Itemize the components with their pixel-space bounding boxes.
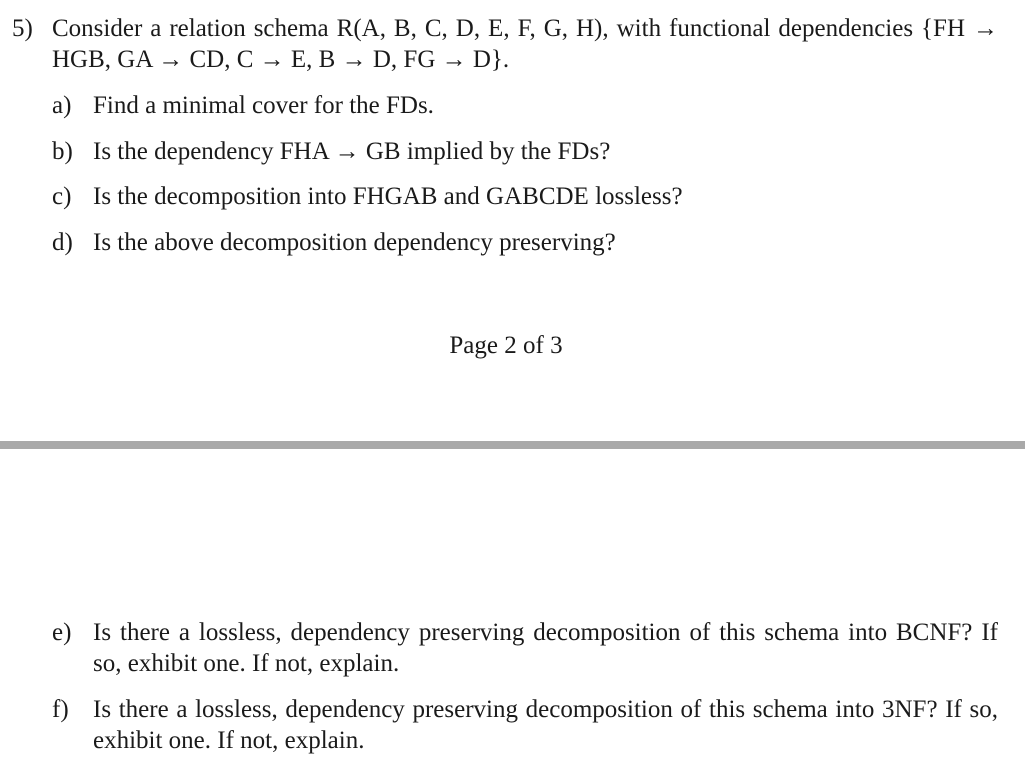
part-text: Is there a lossless, dependency preserving decomposition of this schema into BCNF? If so, exhibit one. If not, explain. [93, 619, 998, 677]
part-text: Is the decomposition into FHGAB and GABCDE lossless? [93, 183, 683, 210]
question-part-b [52, 136, 998, 167]
question-part-e [52, 617, 998, 679]
question-part-a [52, 90, 998, 121]
question-stem: Consider a relation schema R(A, B, C, D, E, F, G, H), with functional dependencies {FH → HGB, GA → CD, C → E, B → D, FG → D}. [52, 15, 998, 73]
part-label: d) [52, 229, 73, 256]
part-label: f) [52, 696, 69, 723]
part-label: b) [52, 138, 73, 165]
document-page-3 [0, 449, 1025, 768]
question-part-d [52, 227, 998, 258]
question-part-f [52, 694, 998, 756]
page-footer: Page 2 of 3 [449, 332, 563, 359]
part-text: Is there a lossless, dependency preserving decomposition of this schema into 3NF? If so, exhibit one. If not, explain. [93, 696, 998, 754]
part-label: a) [52, 92, 72, 119]
part-label: e) [52, 619, 72, 646]
part-text: Is the above decomposition dependency preserving? [93, 229, 616, 256]
question-number: 5) [12, 15, 33, 42]
part-text: Is the dependency FHA → GB implied by the FDs? [93, 138, 611, 165]
part-text: Find a minimal cover for the FDs. [93, 92, 434, 119]
question-part-c [52, 181, 998, 212]
page-separator [0, 441, 1025, 449]
part-label: c) [52, 183, 72, 210]
